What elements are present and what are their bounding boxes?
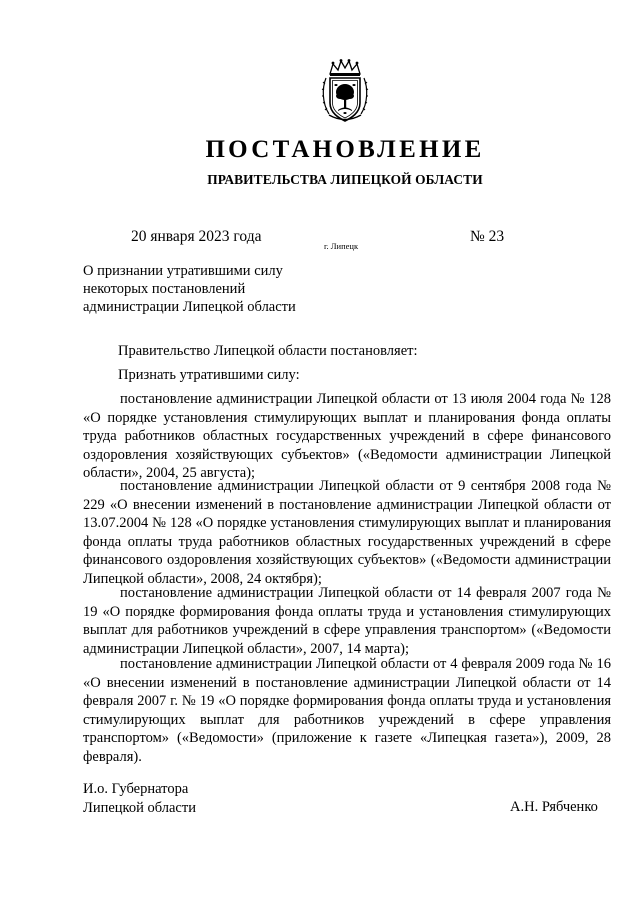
declare-text: Признать утратившими силу: (118, 367, 300, 383)
heading-line: О признании утратившими силу (83, 263, 283, 279)
document-heading (83, 262, 296, 316)
document-city: г. Липецк (324, 241, 359, 251)
paragraph-item: постановление администрации Липецкой области от 9 сентября 2008 года № 229 «О внесении изменений в постановление администрации Липецкой области от 13.07.2004 № 128 «О порядке установления стимулирующих выплат и планирования фонда оплаты труда работников областных государственных учреждений в сфере финансового оздоровления хозяйствующих субъектов» («Ведомости администрации Липецкой области», 2008, 24 октября); (83, 478, 611, 587)
signature-name: А.Н. Рябченко (510, 799, 598, 815)
document-title: ПОСТАНОВЛЕНИЕ (205, 136, 485, 163)
document-subtitle: ПРАВИТЕЛЬСТВА ЛИПЕЦКОЙ ОБЛАСТИ (207, 172, 483, 187)
lipetsk-coat-of-arms-icon (321, 58, 369, 124)
paragraph-item: постановление администрации Липецкой области от 13 июля 2004 года № 128 «О порядке установления стимулирующих выплат и планирования фонда оплаты труда работников областных государственных учреждений в сфере финансового оздоровления хозяйствующих субъектов» («Ведомости администрации Липецкой области», 2004, 25 августа); (83, 391, 611, 482)
signature-position (83, 780, 196, 818)
signature-position-line: И.о. Губернатора (83, 781, 189, 797)
signature-position-line: Липецкой области (83, 800, 196, 816)
paragraph-item: постановление администрации Липецкой области от 4 февраля 2009 года № 16 «О внесении изменений в постановление администрации Липецкой области от 14 февраля 2007 г. № 19 «О порядке формирования фонда оплаты труда и установления стимулирующих выплат для работников учреждений в сфере управления транспортом» («Ведомости» (приложение к газете «Липецкая газета»), 2009, 28 февраля). (83, 656, 611, 765)
document-number: № 23 (470, 228, 505, 245)
document-date: 20 января 2023 года (131, 228, 262, 245)
paragraph-item: постановление администрации Липецкой области от 14 февраля 2007 года № 19 «О порядке формирования фонда оплаты труда и установления стимулирующих выплат для работников учреждений в сфере управления транспортом» («Ведомости администрации Липецкой области», 2007, 14 марта); (83, 585, 611, 657)
intro-text: Правительство Липецкой области постановляет: (118, 343, 418, 359)
heading-line: некоторых постановлений (83, 281, 246, 297)
heading-line: администрации Липецкой области (83, 299, 296, 315)
